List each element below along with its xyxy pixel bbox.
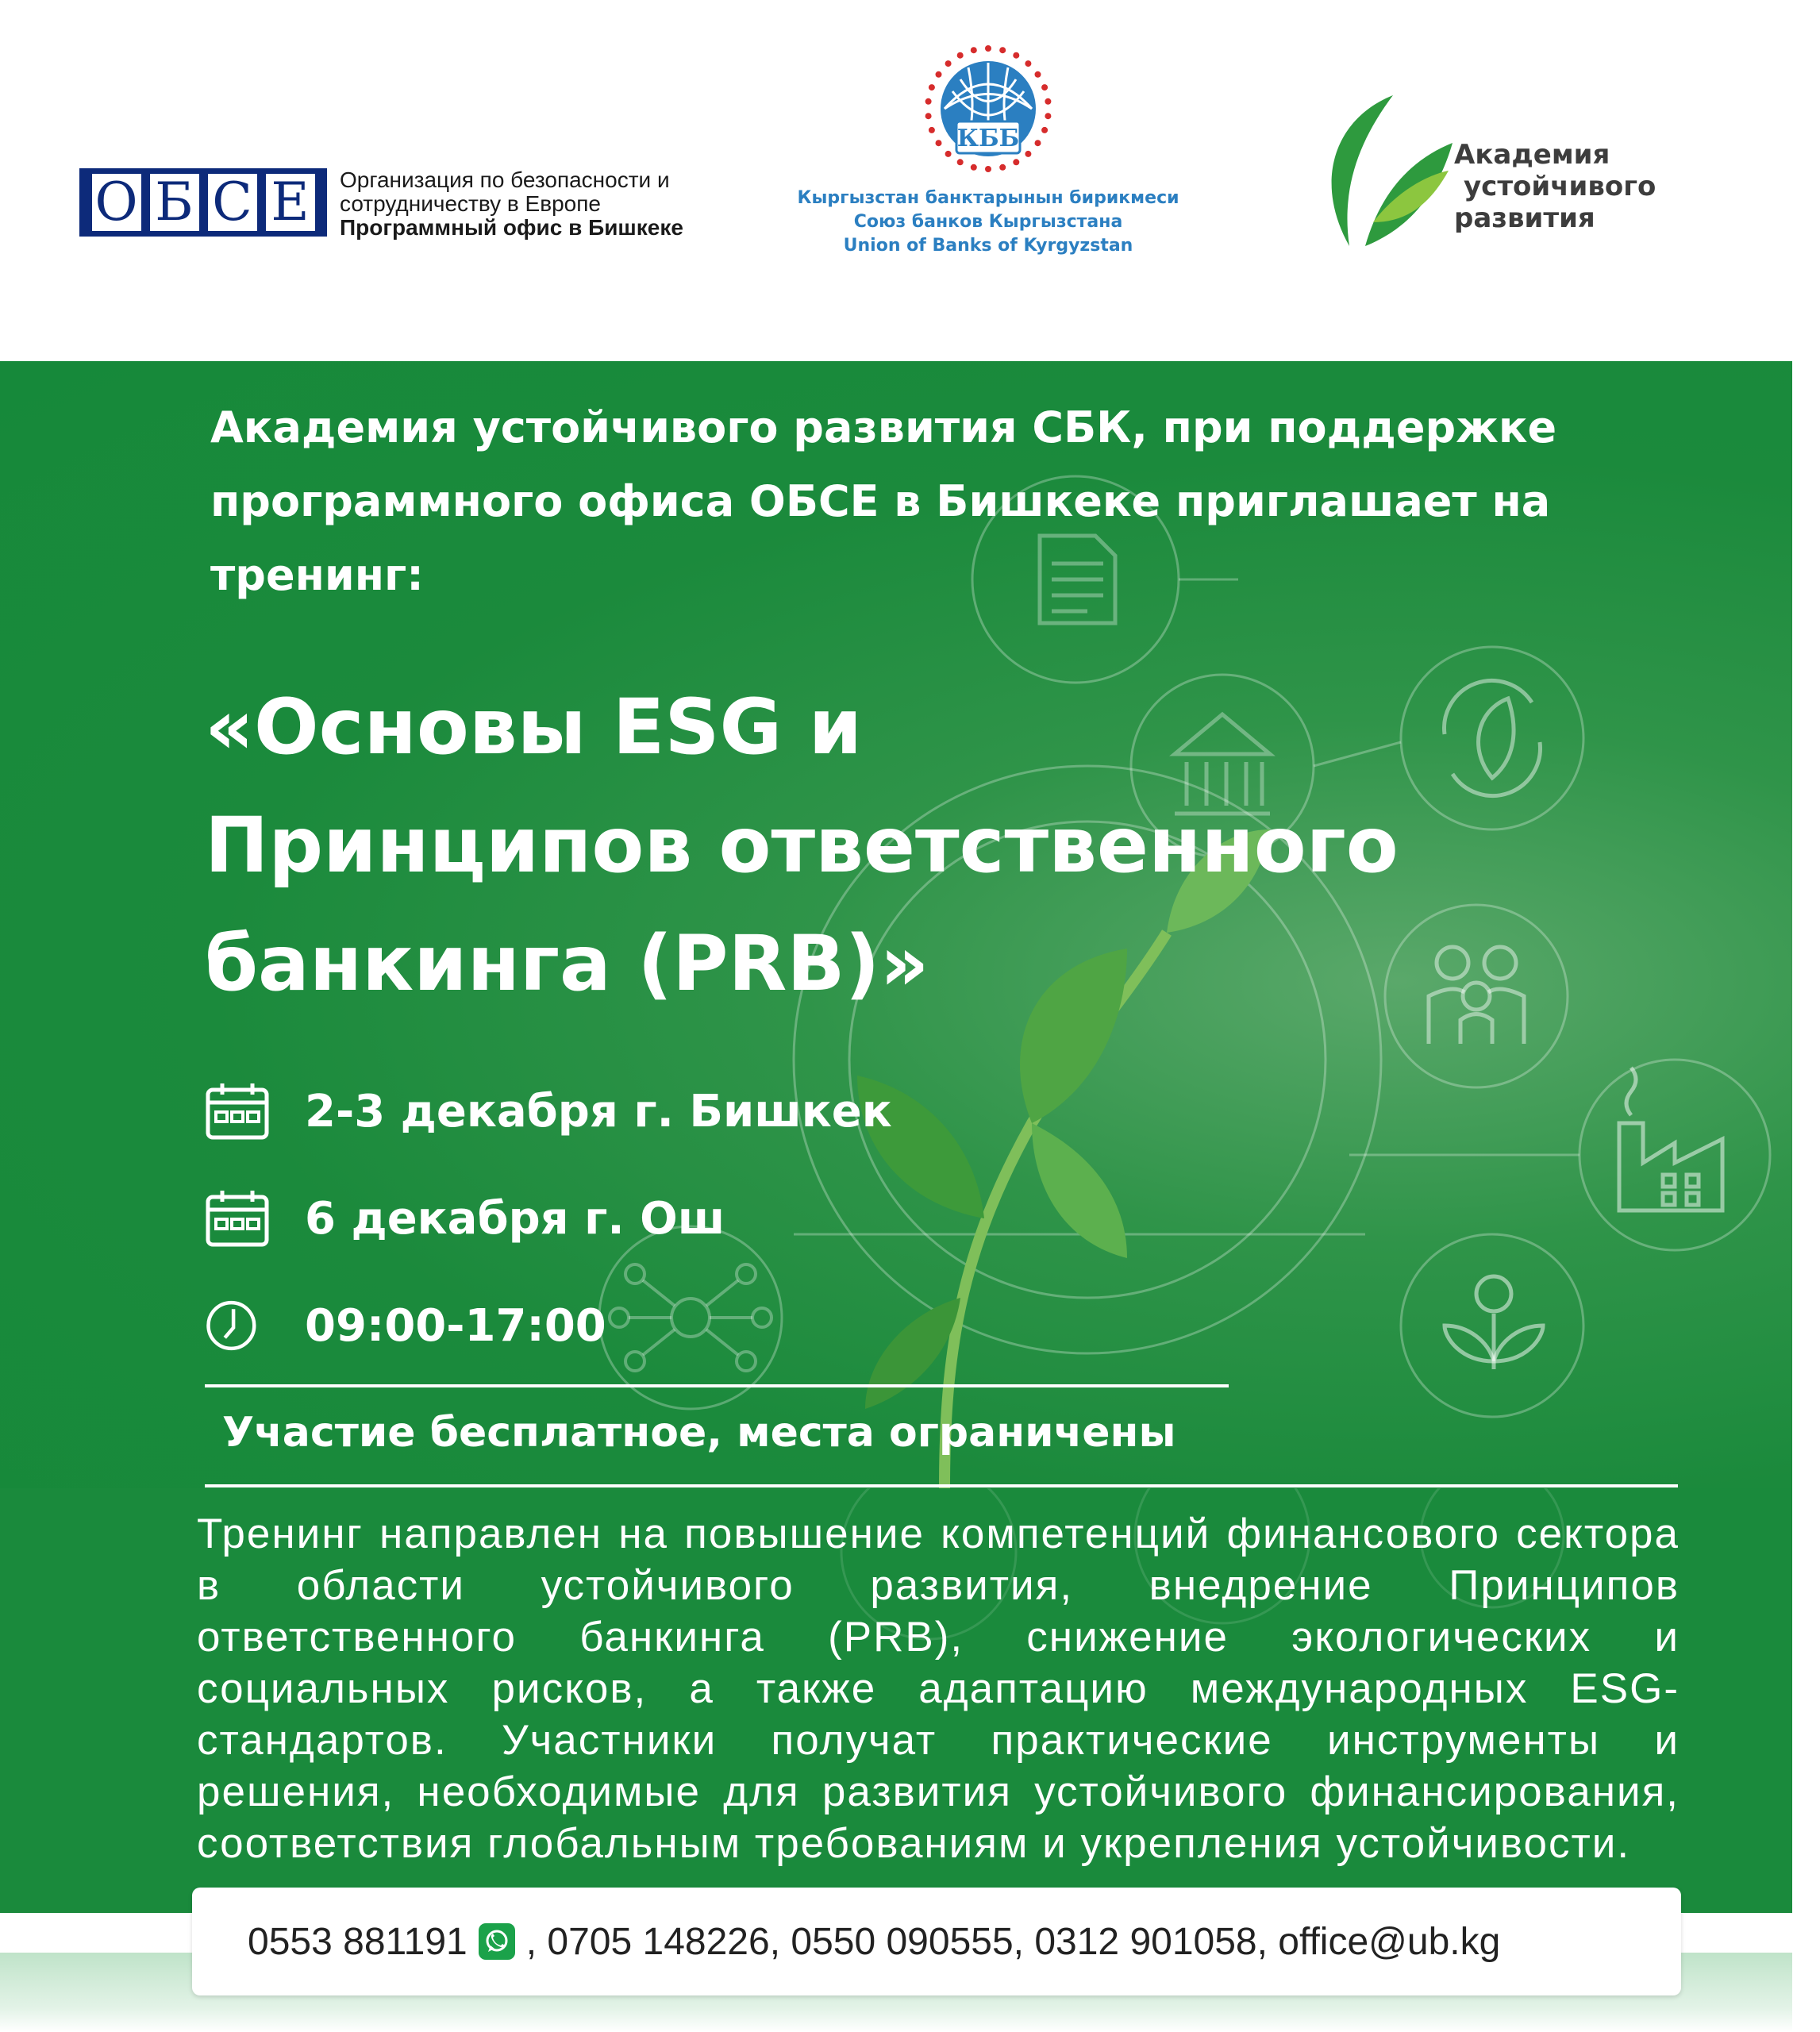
kbb-logo — [782, 44, 1195, 282]
kbb-star-dot — [929, 84, 935, 90]
osce-letter: С — [208, 174, 257, 231]
kbb-star-dot — [1045, 98, 1051, 105]
academy-line-2: устойчивого — [1464, 171, 1656, 202]
kbb-star-dot — [1035, 71, 1041, 78]
intro-line-2: программного офиса ОБСЕ в Бишкеке приглашает на — [210, 476, 1551, 526]
schedule-time — [205, 1294, 606, 1357]
calendar-icon — [205, 1082, 270, 1141]
clock-icon — [205, 1296, 264, 1355]
kbb-line-2: Союз банков Кыргызстана — [853, 212, 1123, 232]
title-line-2: Принципов ответственного — [205, 801, 1399, 890]
whatsapp-icon — [479, 1923, 515, 1960]
kbb-star-dot — [929, 127, 935, 133]
kbb-star-dot — [1035, 140, 1041, 146]
contact-other[interactable]: , 0705 148226, 0550 090555, 0312 901058, office@ub.kg — [525, 1920, 1501, 1963]
academy-line-1: Академия — [1454, 139, 1610, 171]
kbb-star-dot — [945, 151, 952, 157]
schedule-osh — [205, 1187, 725, 1250]
divider-top — [205, 1384, 1229, 1387]
leaf-logo-icon — [1318, 95, 1453, 254]
kbb-star-dot — [925, 113, 932, 119]
training-title — [205, 668, 1554, 1023]
kbb-emblem-text: КББ — [956, 125, 1020, 152]
kbb-star-dot — [1013, 159, 1019, 165]
kbb-star-dot — [1013, 52, 1019, 59]
contact-bar — [192, 1888, 1681, 1995]
kbb-star-dot — [971, 47, 977, 53]
kbb-star-dot — [1041, 127, 1048, 133]
kbb-star-dot — [936, 140, 942, 146]
academy-caption — [1454, 139, 1692, 234]
time-range: 09:00-17:00 — [305, 1299, 606, 1352]
kbb-emblem-icon — [921, 44, 1056, 179]
osce-mark — [79, 168, 327, 237]
participation-note: Участие бесплатное, места ограничены — [222, 1409, 1176, 1457]
kbb-star-dot — [971, 164, 977, 171]
kbb-star-dot — [999, 47, 1006, 53]
osce-letter: О — [92, 174, 141, 231]
date-osh: 6 декабря г. Ош — [305, 1192, 725, 1245]
header-logos — [0, 0, 1820, 361]
osce-caption — [340, 168, 752, 240]
intro-line-1: Академия устойчивого развития СБК, при поддержке — [210, 402, 1557, 452]
kbb-line-1: Кыргызстан банктарынын бирикмеси — [797, 188, 1179, 208]
academy-logo — [1318, 95, 1656, 257]
contact-line — [248, 1888, 1500, 1995]
factory-icon — [1619, 1068, 1722, 1210]
kbb-line-3: Union of Banks of Kyrgyzstan — [843, 236, 1133, 256]
osce-line-1: Организация по безопасности и — [340, 167, 670, 192]
kbb-star-dot — [957, 159, 964, 165]
network-icon — [610, 1264, 771, 1371]
osce-letter: Б — [150, 174, 199, 231]
money-plant-icon — [1445, 1276, 1543, 1369]
kbb-star-dot — [936, 71, 942, 78]
kbb-star-dot — [985, 45, 991, 52]
title-line-1: «Основы ESG и — [205, 683, 862, 772]
osce-line-3: Программный офис в Бишкеке — [340, 215, 683, 240]
osce-letter: Е — [266, 174, 315, 231]
kbb-star-dot — [999, 164, 1006, 171]
academy-line-3: развития — [1454, 202, 1595, 234]
kbb-star-dot — [925, 98, 932, 105]
title-line-3: банкинга (PRB)» — [205, 919, 929, 1008]
kbb-star-dot — [945, 60, 952, 67]
osce-line-2: сотрудничеству в Европе — [340, 191, 601, 216]
kbb-caption — [782, 187, 1195, 258]
divider-bottom — [205, 1484, 1678, 1487]
intro-line-3: тренинг: — [210, 550, 424, 600]
kbb-star-dot — [1025, 151, 1031, 157]
date-bishkek: 2-3 декабря г. Бишкек — [305, 1085, 892, 1137]
kbb-star-dot — [957, 52, 964, 59]
schedule-bishkek — [205, 1080, 892, 1143]
intro-text — [210, 391, 1687, 612]
calendar-icon — [205, 1189, 270, 1248]
kbb-star-dot — [1045, 113, 1051, 119]
kbb-star-dot — [1025, 60, 1031, 67]
kbb-star-dot — [985, 166, 991, 172]
contact-phone-whatsapp[interactable]: 0553 881191 — [248, 1920, 468, 1963]
kbb-star-dot — [1041, 84, 1048, 90]
training-description: Тренинг направлен на повышение компетенций финансового сектора в области устойчивого развития, внедрение Принципов ответственного банкинга (PRB), снижение экологических и социальных рисков, а также адаптацию международных ESG-стандартов. Участники получат практические инструменты и решения, необходимые для развития устойчивого финансирования, соответствия глобальным требованиям и укрепления устойчивости. — [197, 1511, 1680, 1867]
